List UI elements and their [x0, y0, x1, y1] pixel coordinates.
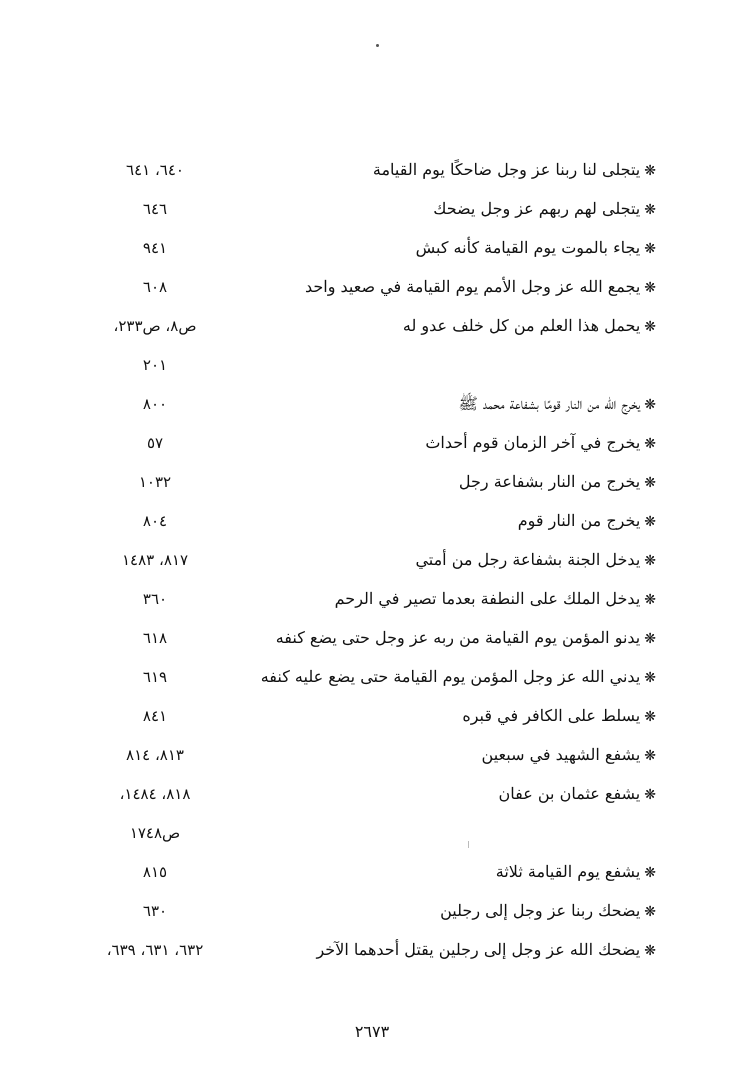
entry-text — [373, 158, 656, 183]
bullet-icon: ❋ — [644, 670, 656, 686]
bullet-icon: ❋ — [644, 865, 656, 881]
entry-label: يخرج في آخر الزمان قوم أحداث — [425, 433, 641, 452]
index-entry — [0, 782, 744, 806]
page-refs: ١٠٣٢ — [138, 473, 172, 491]
page-refs: ٨١٧، ١٤٨٣ — [121, 551, 188, 569]
bullet-icon: ❋ — [644, 943, 656, 959]
entry-label: يجمع الله عز وجل الأمم يوم القيامة في صعيد واحد — [304, 277, 641, 296]
entry-label: يدخل الملك على النطفة بعدما تصير في الرحم — [334, 589, 641, 608]
index-entry — [0, 509, 744, 533]
index-entry — [0, 275, 744, 299]
bullet-icon: ❋ — [644, 787, 656, 803]
bullet-icon: ❋ — [644, 241, 656, 257]
entry-label: يشفع عثمان بن عفان — [498, 784, 641, 803]
entry-text — [335, 587, 656, 612]
entry-label: يسلط على الكافر في قبره — [462, 706, 641, 725]
entry-label: يضحك ربنا عز وجل إلى رجلين — [440, 901, 641, 920]
page-refs: ٦٣٢، ٦٣١، ٦٣٩، — [106, 941, 204, 959]
bullet-icon: ❋ — [644, 631, 656, 647]
index-entry — [0, 821, 744, 845]
bullet-icon: ❋ — [644, 475, 656, 491]
index-entry — [0, 353, 744, 377]
page-refs: ٦١٨ — [142, 629, 168, 647]
page-refs: ٦٠٨ — [142, 278, 168, 296]
entry-text — [459, 392, 657, 417]
index-entry — [0, 236, 744, 260]
page-refs: ٨١٨، ١٤٨٤، — [119, 785, 191, 803]
ink-speck — [376, 44, 379, 47]
entry-label: يشفع الشهيد في سبعين — [481, 745, 641, 764]
bullet-icon: ❋ — [644, 280, 656, 296]
bullet-icon: ❋ — [644, 319, 656, 335]
page-refs: ٩٤١ — [142, 239, 168, 257]
entry-text — [462, 704, 656, 729]
index-entry — [0, 938, 744, 962]
entry-label: يتجلى لهم ربهم عز وجل يضحك — [433, 199, 641, 218]
page-refs: ٦٤٦ — [142, 200, 168, 218]
index-entry — [0, 158, 744, 182]
page-refs: ٥٧ — [146, 434, 164, 452]
entry-text — [261, 665, 656, 690]
entry-text — [433, 197, 656, 222]
bullet-icon: ❋ — [644, 748, 656, 764]
index-entry — [0, 314, 744, 338]
entry-text — [440, 899, 656, 924]
entry-text — [316, 938, 656, 963]
entry-text — [459, 470, 656, 495]
entry-label: يشفع يوم القيامة ثلاثة — [495, 862, 641, 881]
index-entry — [0, 587, 744, 611]
entry-text — [499, 782, 656, 807]
index-entry — [0, 743, 744, 767]
bullet-icon: ❋ — [644, 163, 656, 179]
page-refs: ٨١٣، ٨١٤ — [126, 746, 184, 764]
page-refs: ٨٠٠ — [142, 395, 168, 413]
bullet-icon: ❋ — [644, 436, 656, 452]
entry-label: يدنو المؤمن يوم القيامة من ربه عز وجل حتى يضع كنفه — [275, 628, 641, 647]
index-entry — [0, 704, 744, 728]
entry-label: يخرج من النار قوم — [517, 511, 641, 530]
bullet-icon: ❋ — [644, 592, 656, 608]
index-entry — [0, 860, 744, 884]
entry-label: يدخل الجنة بشفاعة رجل من أمتي — [415, 550, 641, 569]
index-entry — [0, 431, 744, 455]
entry-text — [425, 431, 656, 456]
entry-label: يحمل هذا العلم من كل خلف عدو له — [402, 316, 641, 335]
entry-text — [482, 743, 656, 768]
bullet-icon: ❋ — [644, 397, 656, 413]
entry-text — [403, 314, 656, 339]
entry-label: يدني الله عز وجل المؤمن يوم القيامة حتى يضع عليه كنفه — [260, 667, 641, 686]
entry-label: يجاء بالموت يوم القيامة كأنه كبش — [415, 238, 641, 257]
index-entry — [0, 392, 744, 416]
bullet-icon: ❋ — [644, 514, 656, 530]
page-refs: ٦٤٠، ٦٤١ — [126, 161, 184, 179]
bullet-icon: ❋ — [644, 709, 656, 725]
index-entry — [0, 665, 744, 689]
page-refs: ٣٦٠ — [142, 590, 168, 608]
entry-label: يخرج من النار بشفاعة رجل — [458, 472, 641, 491]
page-refs: ٨٤١ — [142, 707, 168, 725]
page-refs: ص٨، ص٢٣٣، — [113, 317, 197, 335]
entry-label: يخرج الله من النار قومًا بشفاعة محمد ﷺ — [458, 394, 641, 413]
index-entry — [0, 626, 744, 650]
page-refs: ص١٧٤٨ — [129, 824, 181, 842]
bullet-icon: ❋ — [644, 202, 656, 218]
entry-text — [415, 548, 656, 573]
entry-text — [518, 509, 656, 534]
entry-label: يتجلى لنا ربنا عز وجل ضاحكًا يوم القيامة — [372, 160, 641, 179]
index-entry — [0, 470, 744, 494]
page-refs: ٨٠٤ — [142, 512, 168, 530]
page-refs: ٨١٥ — [142, 863, 168, 881]
index-entry — [0, 197, 744, 221]
bullet-icon: ❋ — [644, 904, 656, 920]
entry-text — [496, 860, 656, 885]
page-refs: ٢٠١ — [142, 356, 168, 374]
entry-text — [276, 626, 656, 651]
entry-label: يضحك الله عز وجل إلى رجلين يقتل أحدهما الآخر — [316, 940, 641, 959]
index-entry — [0, 548, 744, 572]
entry-text — [416, 236, 656, 261]
page-refs: ٦١٩ — [142, 668, 168, 686]
page-refs: ٦٣٠ — [142, 902, 168, 920]
bullet-icon: ❋ — [644, 553, 656, 569]
entry-text — [305, 275, 656, 300]
page-number: ٢٦٧٣ — [354, 1022, 390, 1041]
index-entry — [0, 899, 744, 923]
